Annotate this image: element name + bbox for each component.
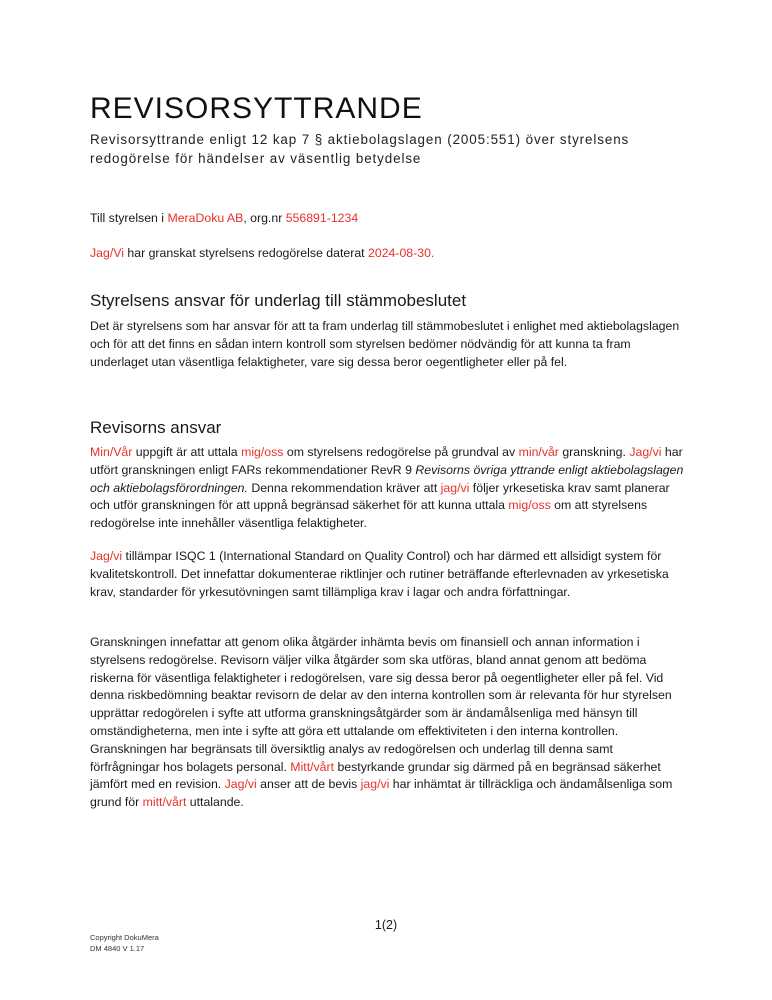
body-text: om styrelsens redogörelse på grundval av	[283, 445, 519, 459]
footer	[90, 932, 159, 954]
pronoun-placeholder: Jag/Vi	[90, 246, 124, 260]
body-text: bestyrkande grundar sig därmed på en begränsad säkerhet jämfört med en revision.	[90, 759, 661, 792]
placeholder-text: mig/oss	[241, 445, 284, 459]
document-title: REVISORSYTTRANDE	[90, 92, 423, 125]
subtitle-line-2: redogörelse för händelser av väsentlig betydelse	[90, 151, 422, 166]
auditor-paragraph-3	[90, 634, 686, 812]
placeholder-text: jag/vi	[360, 777, 390, 792]
org-number: 556891-1234	[285, 211, 359, 225]
body-text: har utfört granskningen enligt FARs rekommendationer RevR 9	[90, 445, 683, 477]
review-statement-text: har granskat styrelsens redogörelse daterat	[123, 246, 368, 260]
body-text: uppgift är att uttala	[132, 445, 242, 459]
auditor-paragraph-2	[90, 548, 686, 601]
body-text: Denna rekommendation kräver att	[247, 480, 441, 495]
body-text: granskning.	[558, 445, 630, 459]
addressee-line	[90, 210, 686, 228]
board-responsibility-body: Det är styrelsens som har ansvar för att ta fram underlag till stämmobeslutet i enlighet med aktiebolagslagen och för att det finns en sådan intern kontroll som styrelsen bedömer nödvändig för att kunna ta fram underlaget utan väsentliga felaktigheter, vare sig dessa beror oegentligheter eller på fel.	[90, 319, 680, 369]
review-statement	[90, 245, 686, 263]
body-text: har inhämtat är tillräckliga och ändamålsenliga som grund för	[90, 777, 673, 810]
body-text: uttalande.	[186, 795, 244, 810]
company-name: MeraDoku AB	[167, 211, 244, 225]
placeholder-text: min/vår	[518, 445, 559, 459]
auditor-paragraph-1	[90, 444, 686, 533]
placeholder-text: jag/vi	[440, 480, 470, 495]
subtitle-line-1: Revisorsyttrande enligt 12 kap 7 § aktiebolagslagen (2005:551) över styrelsens	[90, 132, 630, 147]
placeholder-text: mig/oss	[508, 498, 551, 513]
page-number: 1(2)	[374, 918, 398, 932]
placeholder-text: Mitt/vårt	[290, 759, 335, 774]
body-text: följer yrkesetiska krav samt planerar och utför granskningen för att uppnå begränsad säkerhet för att kunna uttala	[90, 480, 670, 513]
placeholder-text: Jag/vi	[224, 777, 257, 792]
board-responsibility-heading: Styrelsens ansvar för underlag till stämmobeslutet	[90, 291, 467, 310]
addressee-prefix: Till styrelsen i	[90, 211, 168, 225]
footer-copyright: Copyright DokuMera	[90, 933, 159, 942]
auditor-responsibility-heading: Revisorns ansvar	[90, 418, 222, 437]
placeholder-text: Jag/vi	[629, 445, 662, 459]
placeholder-text: Jag/vi	[90, 549, 123, 563]
body-text: tillämpar ISQC 1 (International Standard on Quality Control) och har därmed ett allsidigt system för kvalitetskontroll. Det innefattar dokumenteraе riktlinjer och rutiner beträffande efterlevnaden av yrkesetiska krav, standarder för yrkesutövningen samt tillämpliga krav i lagar och andra författningar.	[90, 549, 669, 599]
addressee-orgnr-label: , org.nr	[243, 211, 286, 225]
body-text: anser att de bevis	[256, 777, 361, 792]
recommendation-title: Revisorns övriga yttrande enligt aktiebolagslagen och aktiebolagsförordningen.	[90, 462, 684, 495]
placeholder-text: Min/Vår	[90, 445, 133, 459]
report-date: 2024-08-30.	[368, 246, 435, 260]
placeholder-text: mitt/vårt	[142, 795, 187, 810]
body-text: Granskningen innefattar att genom olika åtgärder inhämta bevis om finansiell och annan information i styrelsens redogörelse. Revisorn väljer vilka åtgärder som ska utföras, bland annat genom att bedöma riskerna för väsentliga felaktigheter i redogörelsen, vare sig dessa beror på oegentligheter eller på fel. Vid denna riskbedömning beaktar revisorn de delar av den interna kontrollen som är relevanta för hur styrelsen upprättar redogörelen i syfte att utforma granskningsåtgärder som är ändamålsenliga med hänsyn till omständigheterna, men inte i syfte att göra ett uttalande om effektiviteten i den interna kontrollen. Granskningen har begränsats till översiktlig analys av redogörelsen och underlag till denna samt förfrågningar hos bolagets personal.	[90, 635, 672, 774]
document-subtitle	[90, 130, 690, 168]
body-text: om att styrelsens redogörelse inte innehåller väsentliga felaktigheter.	[90, 498, 648, 531]
footer-version: DM 4840 V 1.17	[90, 944, 145, 953]
